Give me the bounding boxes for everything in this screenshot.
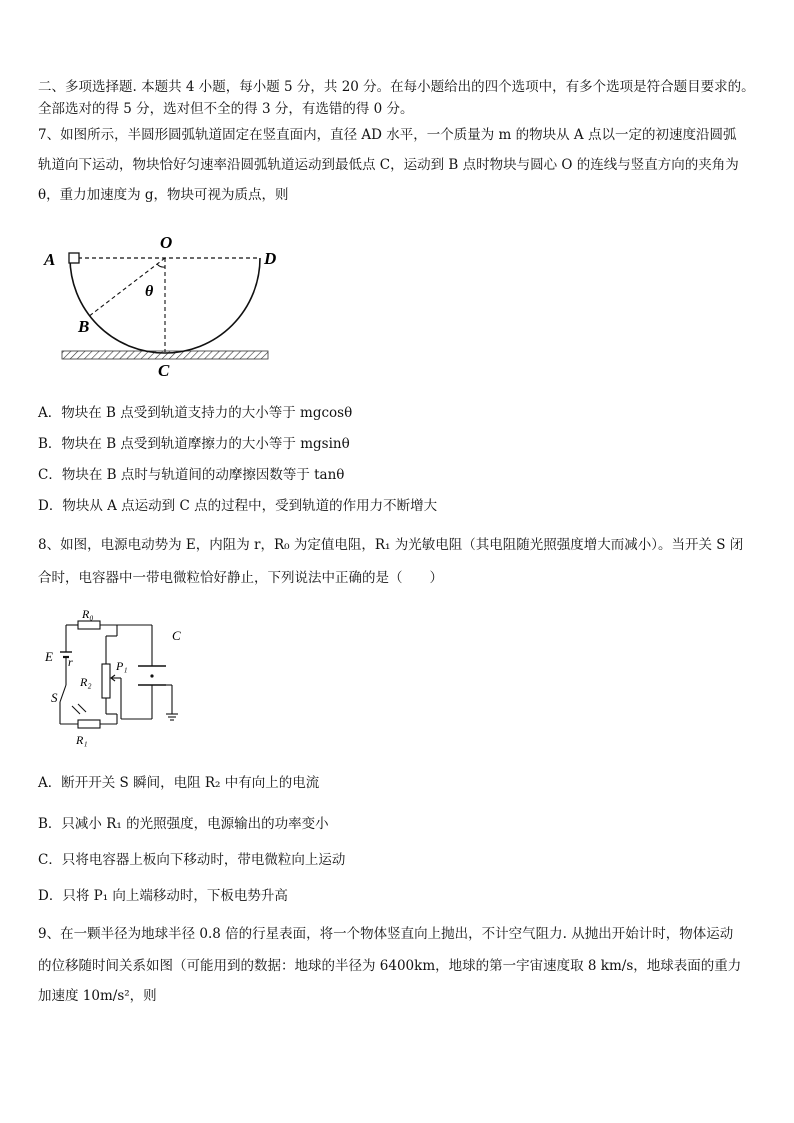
block-at-a — [69, 253, 79, 263]
q8-circuit-figure — [38, 606, 198, 751]
label-c: C — [172, 628, 181, 643]
q8-stem-line2: 合时，电容器中一带电微粒恰好静止，下列说法中正确的是（ ） — [38, 570, 443, 586]
label-d: D — [264, 249, 277, 268]
section-heading-line2: 全部选对的得 5 分，选对但不全的得 3 分，有选错的得 0 分。 — [38, 101, 414, 117]
label-r1: R₁ — [76, 733, 88, 747]
section-heading-line1: 二、多项选择题. 本题共 4 小题，每小题 5 分，共 20 分。在每小题给出的四个选项中，有多个选项是符合题目要求的。 — [38, 79, 755, 95]
resistor-r0 — [78, 621, 100, 629]
photoresistor-r1 — [78, 720, 100, 728]
label-r: r — [68, 655, 73, 669]
q7-option-a: A．物块在 B 点受到轨道支持力的大小等于 mgcosθ — [38, 405, 353, 421]
q7-option-b: B．物块在 B 点受到轨道摩擦力的大小等于 mgsinθ — [38, 436, 350, 452]
radius-ob — [88, 258, 165, 317]
label-c: C — [158, 361, 170, 380]
q7-option-c: C．物块在 B 点时与轨道间的动摩擦因数等于 tanθ — [38, 467, 345, 483]
q9-stem-line1: 9、在一颗半径为地球半径 0.8 倍的行星表面，将一个物体竖直向上抛出，不计空气阻力. 从抛出开始计时，物体运动 — [38, 926, 734, 942]
label-p1: P₁ — [116, 659, 128, 673]
q7-semicircle-track-figure — [38, 228, 298, 380]
label-s: S — [51, 690, 58, 705]
charged-particle — [150, 674, 153, 677]
q7-stem-line2: 轨道向下运动，物块恰好匀速率沿圆弧轨道运动到最低点 C，运动到 B 点时物块与圆心 O 的连线与竖直方向的夹角为 — [38, 157, 739, 173]
q7-option-d: D．物块从 A 点运动到 C 点的过程中，受到轨道的作用力不断增大 — [38, 498, 438, 514]
label-r0: R₀ — [82, 607, 94, 621]
q8-option-c: C．只将电容器上板向下移动时，带电微粒向上运动 — [38, 852, 346, 868]
angle-theta-arc — [157, 264, 165, 267]
switch-s — [60, 685, 66, 702]
label-o: O — [160, 233, 173, 252]
q8-option-a: A．断开开关 S 瞬间，电阻 R₂ 中有向上的电流 — [38, 775, 320, 791]
q9-stem-line2: 的位移随时间关系如图（可能用到的数据：地球的半径为 6400km，地球的第一宇宙速度取 8 km/s，地球表面的重力 — [38, 958, 742, 974]
resistor-r2 — [102, 664, 110, 698]
label-e: E — [45, 649, 53, 664]
label-b: B — [78, 317, 90, 336]
label-theta: θ — [145, 283, 154, 300]
label-r2: R₂ — [80, 675, 92, 689]
q9-stem-line3: 加速度 10m/s²，则 — [38, 988, 157, 1004]
label-a: A — [44, 250, 56, 269]
q7-stem-line1: 7、如图所示，半圆形圆弧轨道固定在竖直面内，直径 AD 水平，一个质量为 m 的物块从 A 点以一定的初速度沿圆弧 — [38, 127, 737, 143]
q8-option-b: B．只减小 R₁ 的光照强度，电源输出的功率变小 — [38, 816, 329, 832]
q8-option-d: D．只将 P₁ 向上端移动时，下板电势升高 — [38, 888, 288, 904]
q7-stem-line3: θ，重力加速度为 g，物块可视为质点，则 — [38, 187, 289, 203]
q8-stem-line1: 8、如图，电源电动势为 E，内阻为 r，R₀ 为定值电阻，R₁ 为光敏电阻（其电阻随光照强度增大而减小）。当开关 S 闭 — [38, 537, 744, 553]
